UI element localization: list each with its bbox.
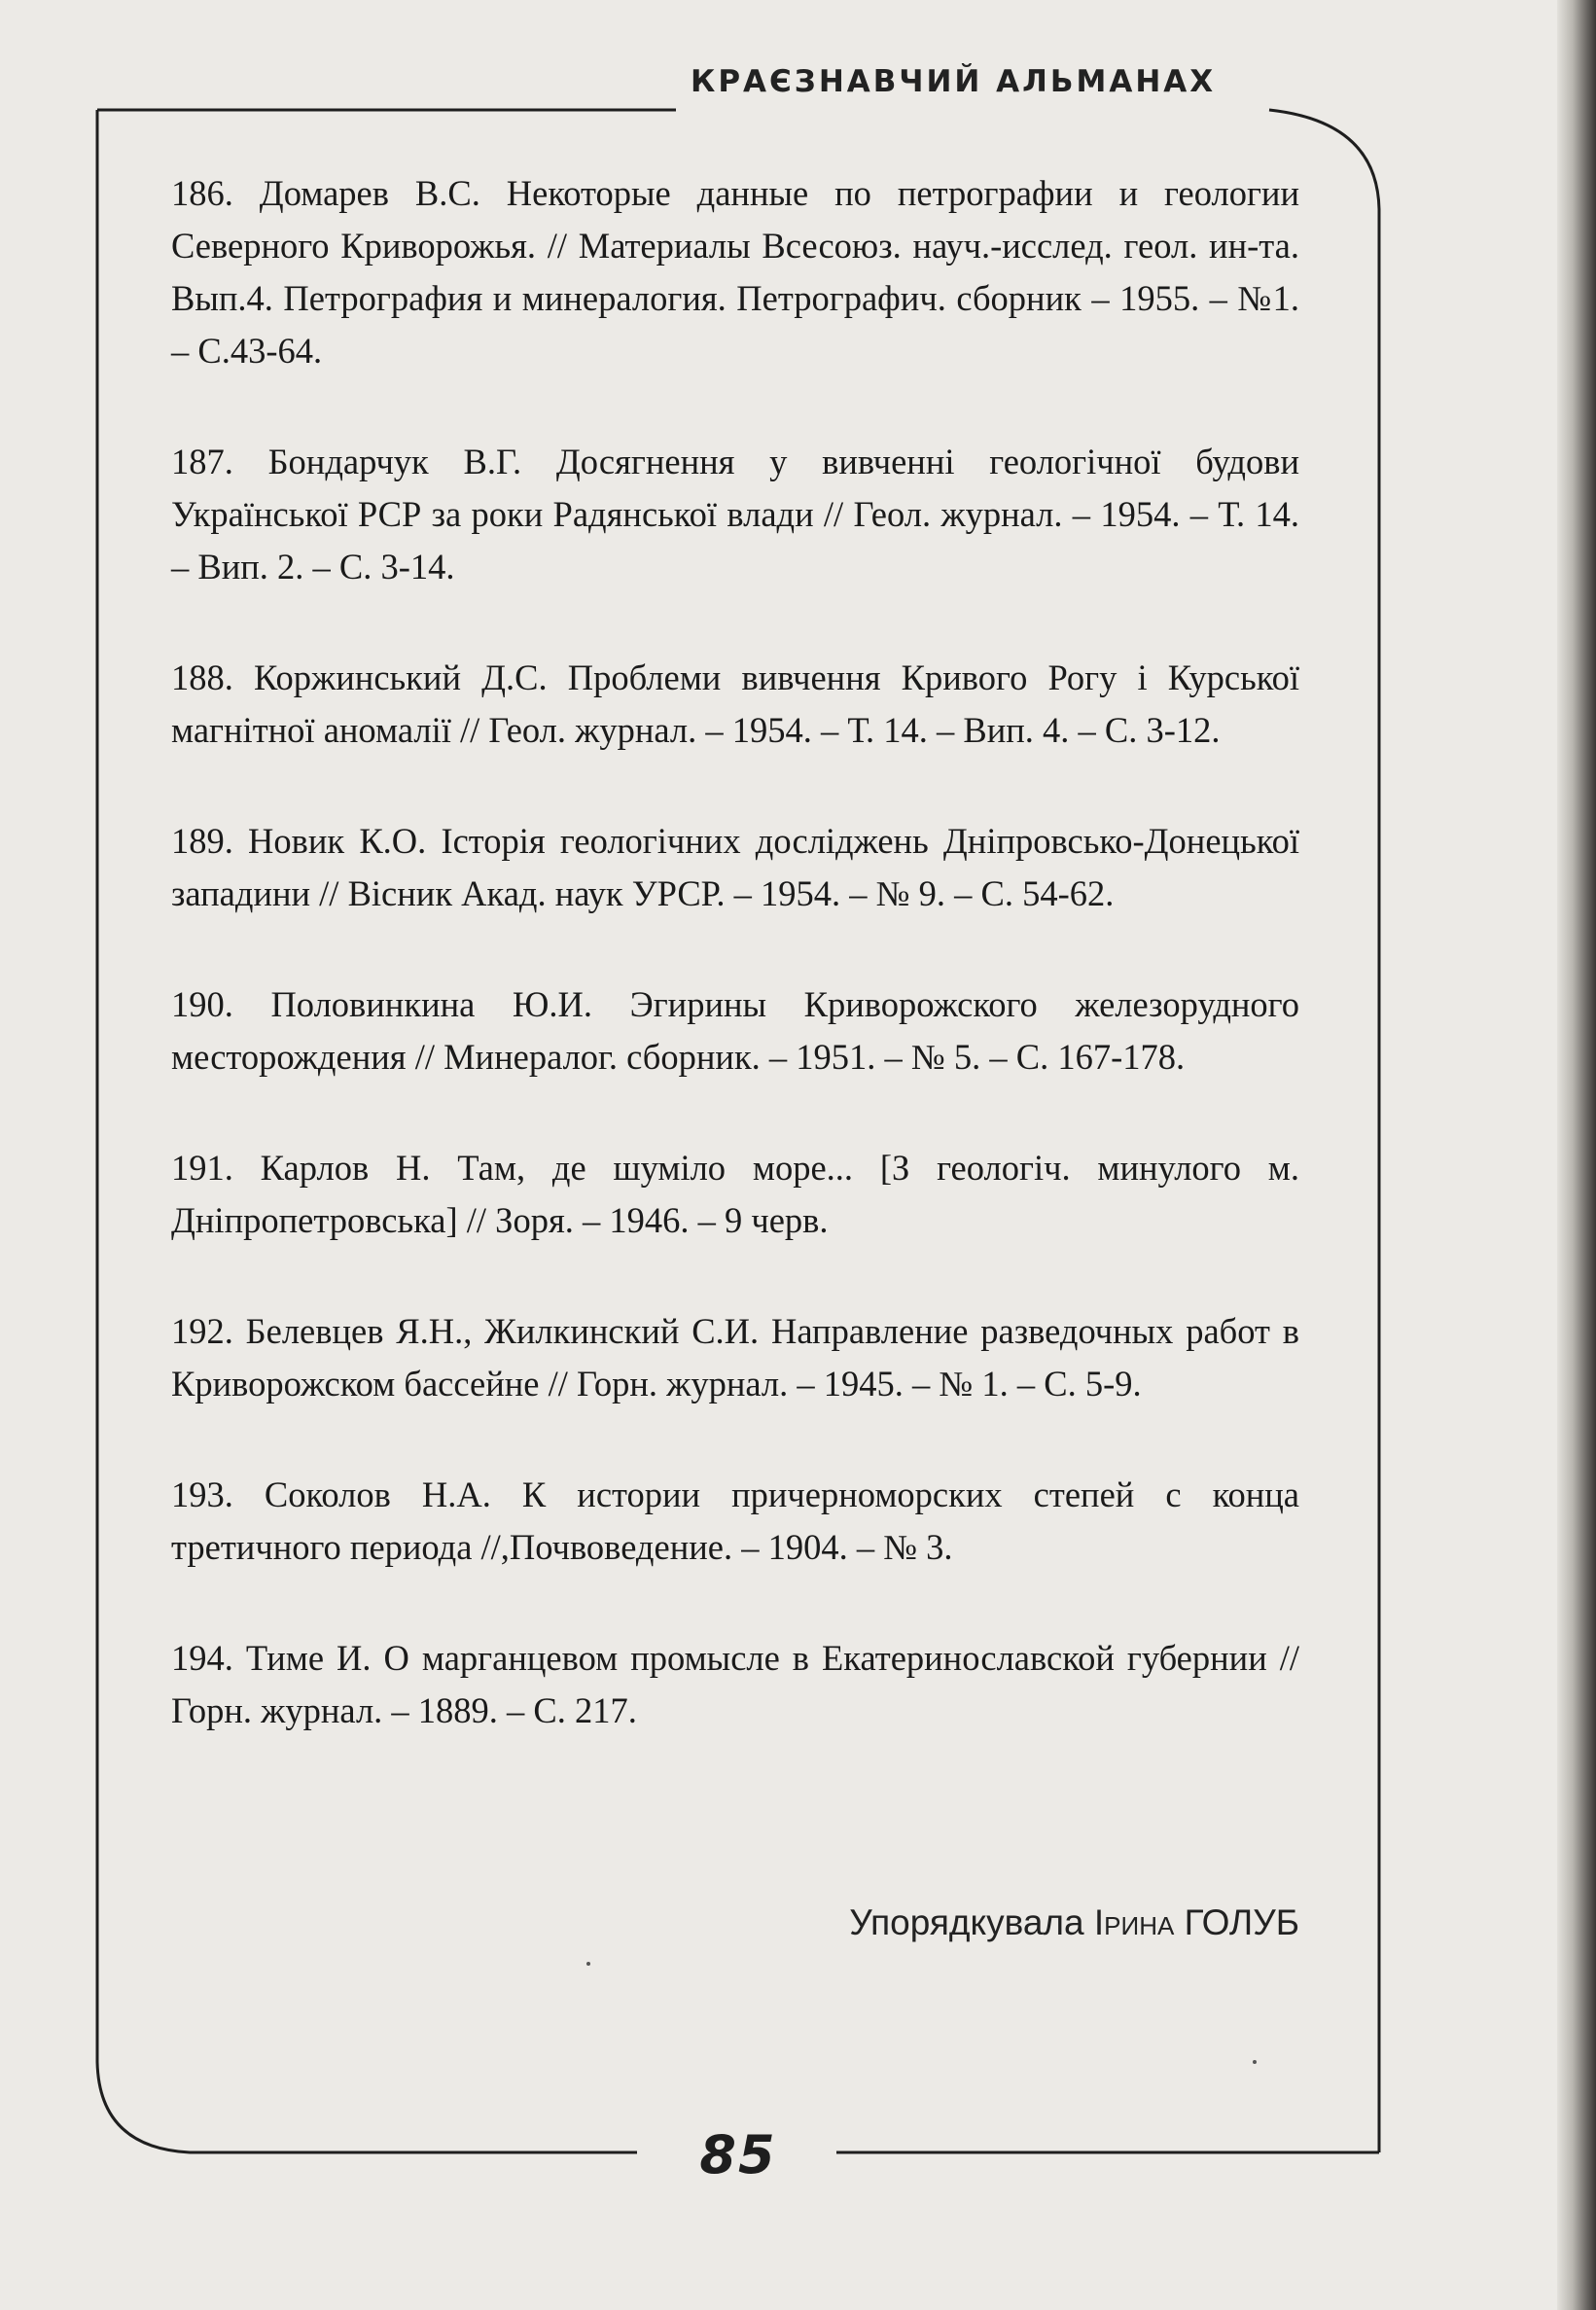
bibliography-list	[171, 167, 1299, 1795]
print-speck	[1253, 2060, 1257, 2064]
bibliography-entry: 186. Домарев В.С. Некоторые данные по петрографии и геологии Северного Криворожья. // Материалы Всесоюз. науч.-исслед. геол. ин-та. Вып.4. Петрография и минералогия. Петрографич. сборник – 1955. – №1. – С.43-64.	[171, 173, 1299, 371]
credit-first-name: Ірина	[1093, 1902, 1175, 1942]
frame-bottom-left-curve	[97, 2062, 637, 2152]
credit-prefix: Упорядкувала	[849, 1902, 1094, 1942]
bibliography-entry: 188. Коржинський Д.С. Проблеми вивчення Кривого Рогу і Курської магнітної аномалії // Геол. журнал. – 1954. – Т. 14. – Вип. 4. – С. 3-12.	[171, 657, 1299, 750]
bibliography-entry: 191. Карлов Н. Там, де шуміло море... [З геологіч. минулого м. Дніпропетровська] // Зоря. – 1946. – 9 черв.	[171, 1148, 1299, 1240]
page-number: 85	[699, 2124, 777, 2186]
bibliography-entry: 192. Белевцев Я.Н., Жилкинский С.И. Направление разведочных работ в Криворожском бассейне // Горн. журнал. – 1945. – № 1. – С. 5-9.	[171, 1311, 1299, 1404]
compiler-credit	[849, 1902, 1299, 1943]
bibliography-entry: 189. Новик К.О. Історія геологічних досліджень Дніпровсько-Донецької западини // Вісник Акад. наук УРСР. – 1954. – № 9. – С. 54-62.	[171, 821, 1299, 913]
credit-last-name: ГОЛУБ	[1174, 1902, 1299, 1942]
bibliography-entry: 187. Бондарчук В.Г. Досягнення у вивченні геологічної будови Української РСР за роки Радянської влади // Геол. журнал. – 1954. – Т. 14. – Вип. 2. – С. 3-14.	[171, 442, 1299, 586]
bibliography-entry: 194. Тиме И. О марганцевом промысле в Екатеринославской губернии // Горн. журнал. – 1889. – С. 217.	[171, 1638, 1299, 1730]
bibliography-entry: 193. Соколов Н.А. К истории причерноморских степей с конца третичного периода //,Почвоведение. – 1904. – № 3.	[171, 1475, 1299, 1567]
binding-shadow	[1557, 0, 1596, 2310]
print-speck	[586, 1962, 590, 1966]
almanac-title: КРАЄЗНАВЧИЙ АЛЬМАНАХ	[691, 64, 1217, 99]
bibliography-entry: 190. Половинкина Ю.И. Эгирины Криворожского железорудного месторождения // Минералог. сборник. – 1951. – № 5. – С. 167-178.	[171, 984, 1299, 1077]
